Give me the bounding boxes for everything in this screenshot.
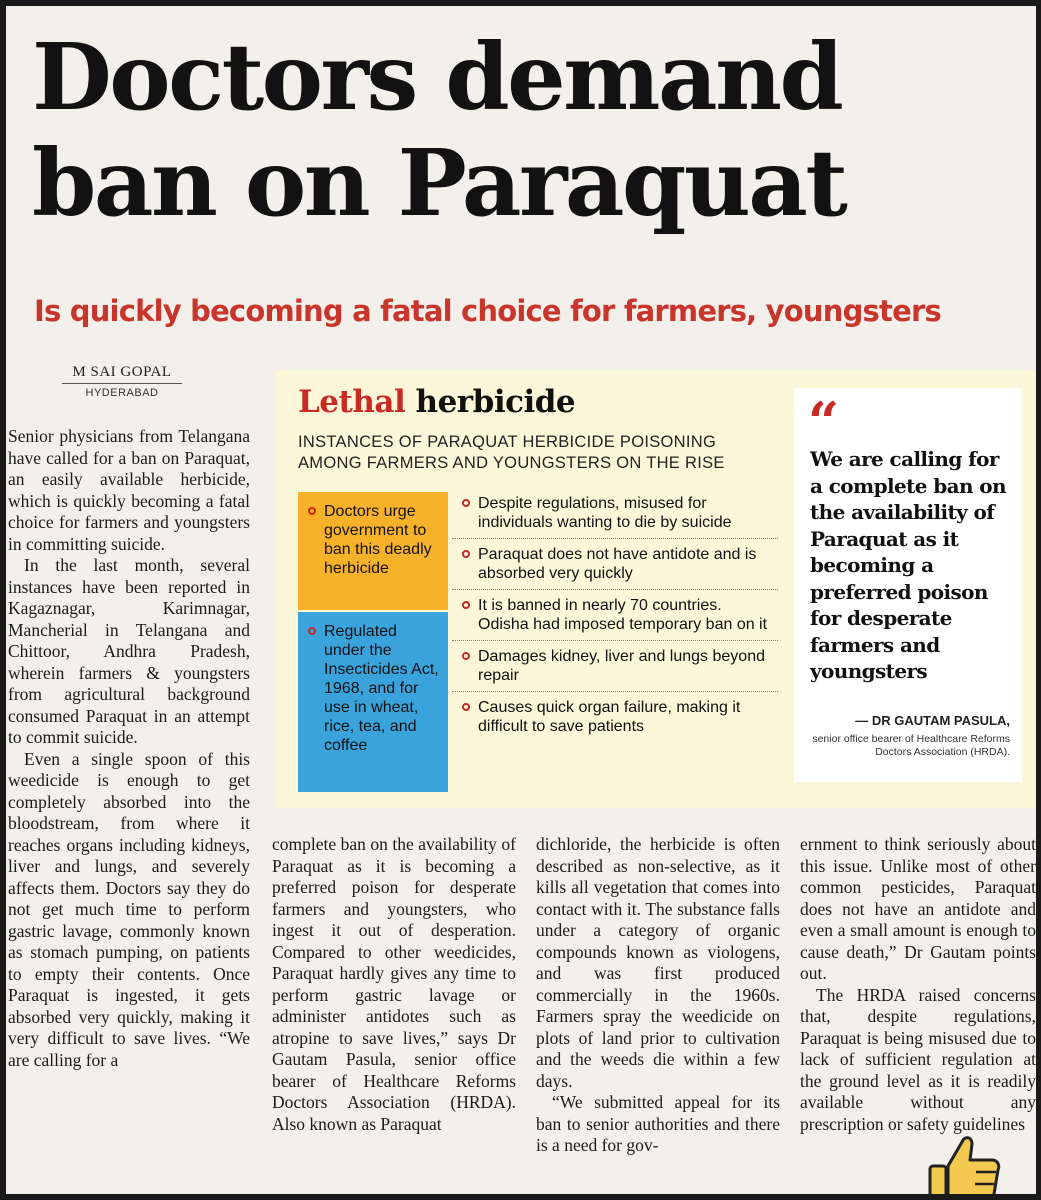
bullet-icon	[308, 507, 316, 515]
newspaper-page	[6, 6, 1036, 1194]
fact-text: Causes quick organ failure, making it difficult to save patients	[478, 699, 741, 735]
quote-text: We are calling for a complete ban on the availability of Paraquat as it becoming a preferred poison for desperate farmers and youngsters	[810, 447, 1006, 683]
article-column-1	[8, 426, 250, 1071]
headline: Doctors demand ban on Paraquat	[32, 23, 846, 237]
paragraph: Even a single spoon of this weedicide is enough to get completely absorbed into the bloodstream, from where it reaches organs including kidneys, liver and lungs, and severely affects them. Doctors say they do not get much time to perform gastric lavage, commonly known as stomach pumping, on patients to empty their contents. Once Paraquat is ingested, it gets absorbed very quickly, making it very difficult to save lives. “We are calling for a	[8, 748, 250, 1070]
fact-item	[452, 488, 778, 539]
article-column-3	[536, 834, 780, 1157]
paragraph: Senior physicians from Telangana have called for a ban on Paraquat, an easily available herbicide, which is quickly becoming a fatal choice for farmers and youngsters in committing suicide.	[8, 426, 250, 554]
paragraph: complete ban on the availability of Paraquat as it is becoming a preferred poison for desperate farmers and youngsters, who ingest it out of desperation. Compared to other weedicides, Paraquat hardly gives any time to perform gastric lavage or administer antidotes such as atropine to save lives,” says Dr Gautam Pasula, senior office bearer of Healthcare Reforms Doctors Association (HRDA). Also known as Paraquat	[272, 834, 516, 1134]
author-name: M SAI GOPAL	[62, 364, 182, 384]
fact-item	[452, 692, 778, 742]
paragraph: The HRDA raised concerns that, despite regulations, Paraquat is being misused due to lack of sufficient regulation at the ground level as it is readily available without any prescription or safety guidelines	[800, 984, 1036, 1134]
dateline: HYDERABAD	[85, 387, 159, 399]
fact-item	[452, 641, 778, 692]
bullet-icon	[462, 601, 470, 609]
infobox-title-black: herbicide	[415, 384, 576, 420]
paragraph: ernment to think seriously about this issue. Unlike most of other common pesticides, Paraquat does not have an antidote and even a small amount is enough to cause death,” Dr Gautam points out.	[800, 834, 1036, 983]
byline	[62, 364, 182, 399]
subheadline: Is quickly becoming a fatal choice for farmers, youngsters	[34, 294, 941, 328]
bullet-icon	[308, 627, 316, 635]
infobox-title	[298, 384, 575, 420]
bullet-icon	[462, 499, 470, 507]
bullet-icon	[462, 652, 470, 660]
quote-author: — DR GAUTAM PASULA,	[855, 713, 1010, 728]
blue-tile-text: Regulated under the Insecticides Act, 1968, and for use in wheat, rice, tea, and coffee	[324, 623, 439, 754]
bullet-icon	[462, 703, 470, 711]
infobox-deck: INSTANCES OF PARAQUAT HERBICIDE POISONING AMONG FARMERS AND YOUNGSTERS ON THE RISE	[298, 433, 725, 472]
pull-quote	[794, 388, 1022, 782]
article-column-4	[800, 834, 1036, 1135]
blue-tile	[298, 612, 448, 792]
fact-text: Paraquat does not have antidote and is absorbed very quickly	[478, 546, 757, 582]
fact-item	[452, 590, 778, 641]
fact-text: Damages kidney, liver and lungs beyond repair	[478, 648, 765, 684]
paragraph: “We submitted appeal for its ban to senior authorities and there is a need for gov-	[536, 1092, 780, 1155]
fact-list	[452, 488, 778, 742]
article-column-2	[272, 834, 516, 1135]
orange-tile-text: Doctors urge government to ban this deadly herbicide	[324, 503, 432, 577]
paragraph: dichloride, the herbicide is often described as non-selective, as it kills all vegetation that comes into contact with it. The substance falls under a category of organic compounds known as viologens, and was first produced commercially in the 1960s. Farmers spray the weedicide on plots of land prior to cultivation and the weeds die within a few days.	[536, 834, 780, 1091]
infobox-title-red: Lethal	[298, 384, 406, 420]
thumbs-up-icon[interactable]	[918, 1124, 1004, 1194]
fact-text: Despite regulations, misused for individuals wanting to die by suicide	[478, 495, 732, 531]
fact-item	[452, 539, 778, 590]
fact-text: It is banned in nearly 70 countries. Odisha had imposed temporary ban on it	[478, 597, 768, 633]
lethal-herbicide-infobox	[276, 370, 1036, 808]
quote-author-role: senior office bearer of Healthcare Reforms Doctors Association (HRDA).	[812, 733, 1010, 758]
bullet-icon	[462, 550, 470, 558]
quote-mark-icon: “	[808, 390, 840, 454]
paragraph: In the last month, several instances have been reported in Kagaznagar, Karimnagar, Mancherial in Telangana and Chittoor, Andhra Pradesh, wherein farmers & youngsters from agricultural background consumed Paraquat in an attempt to commit suicide.	[8, 555, 250, 747]
orange-tile	[298, 492, 448, 610]
